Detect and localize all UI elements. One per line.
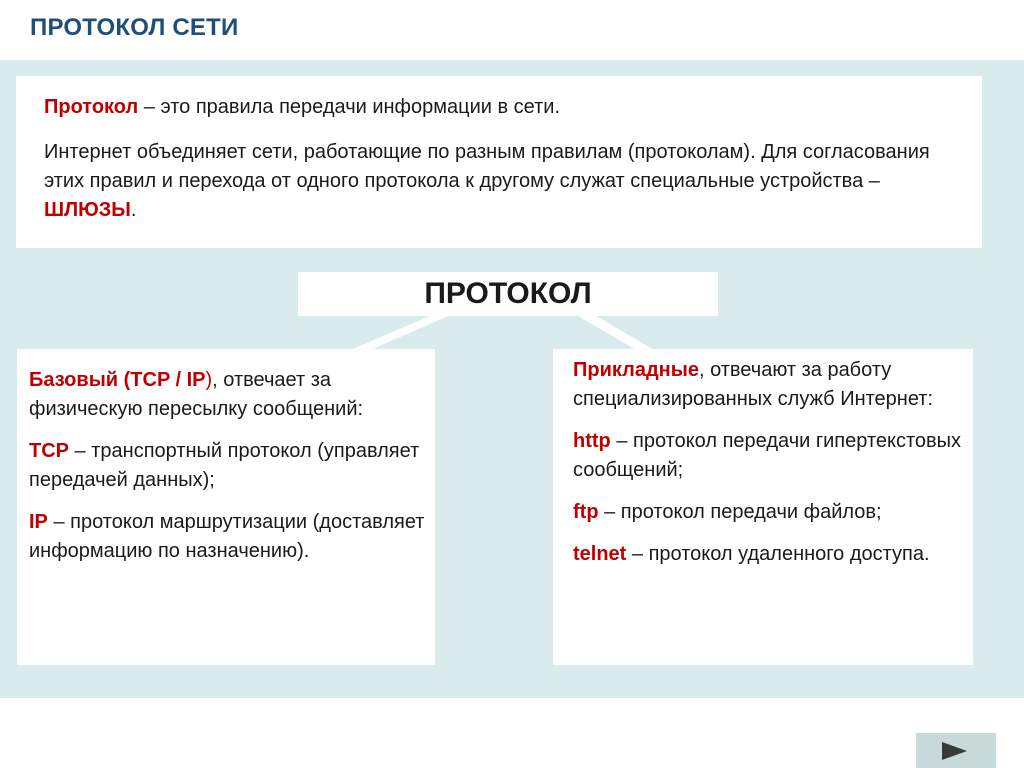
- application-protocols-panel: [553, 349, 973, 665]
- application-protocols-heading: [573, 356, 963, 414]
- base-protocol-paren: ): [205, 369, 213, 391]
- application-protocols-desc: , отвечают за работу специализированных служб Интернет:: [573, 359, 934, 410]
- list-item: [29, 508, 425, 566]
- play-arrow-icon: [942, 742, 967, 760]
- gateway-text: Интернет объединяет сети, работающие по разным правилам (протоколам). Для согласования этих правил и перехода от одного протокола к другому служат специальные устройства –: [44, 141, 930, 192]
- protocol-desc: – протокол передачи гипертекстовых сообщений;: [573, 430, 962, 481]
- definition-text: – это правила передачи информации в сети.: [138, 96, 561, 118]
- protocol-term: telnet: [573, 543, 627, 565]
- protocol-desc: – протокол удаленного доступа.: [626, 543, 930, 565]
- protocol-desc: – протокол передачи файлов;: [598, 501, 882, 523]
- next-slide-button[interactable]: [916, 733, 996, 768]
- definition-term: Протокол: [44, 96, 139, 118]
- page-title: ПРОТОКОЛ СЕТИ: [30, 14, 239, 41]
- connector-right: [578, 316, 656, 351]
- list-item: [573, 427, 963, 485]
- application-protocols-term: Прикладные: [573, 359, 699, 381]
- base-protocol-panel: [17, 349, 435, 665]
- list-item: [29, 437, 425, 495]
- protocol-term: ftp: [573, 501, 599, 523]
- protocol-term: TCP: [29, 440, 69, 462]
- protocol-desc: – протокол маршрутизации (доставляет информацию по назначению).: [29, 511, 425, 562]
- protocol-term: IP: [29, 511, 48, 533]
- base-protocol-desc: , отвечает за физическую пересылку сообщений:: [29, 369, 364, 420]
- base-protocol-heading: [29, 366, 425, 424]
- base-protocol-term: Базовый (TCP / IP: [29, 369, 206, 391]
- list-item: [573, 498, 963, 527]
- gateway-end: .: [130, 199, 137, 221]
- base-protocol-content: [29, 366, 425, 579]
- list-item: [573, 540, 963, 569]
- protocol-desc: – транспортный протокол (управляет передачей данных);: [29, 440, 420, 491]
- application-protocols-content: [573, 356, 963, 582]
- connector-left: [348, 316, 448, 351]
- protocol-label: ПРОТОКОЛ: [298, 272, 718, 316]
- protocol-term: http: [573, 430, 611, 452]
- gateway-term: ШЛЮЗЫ: [44, 199, 131, 221]
